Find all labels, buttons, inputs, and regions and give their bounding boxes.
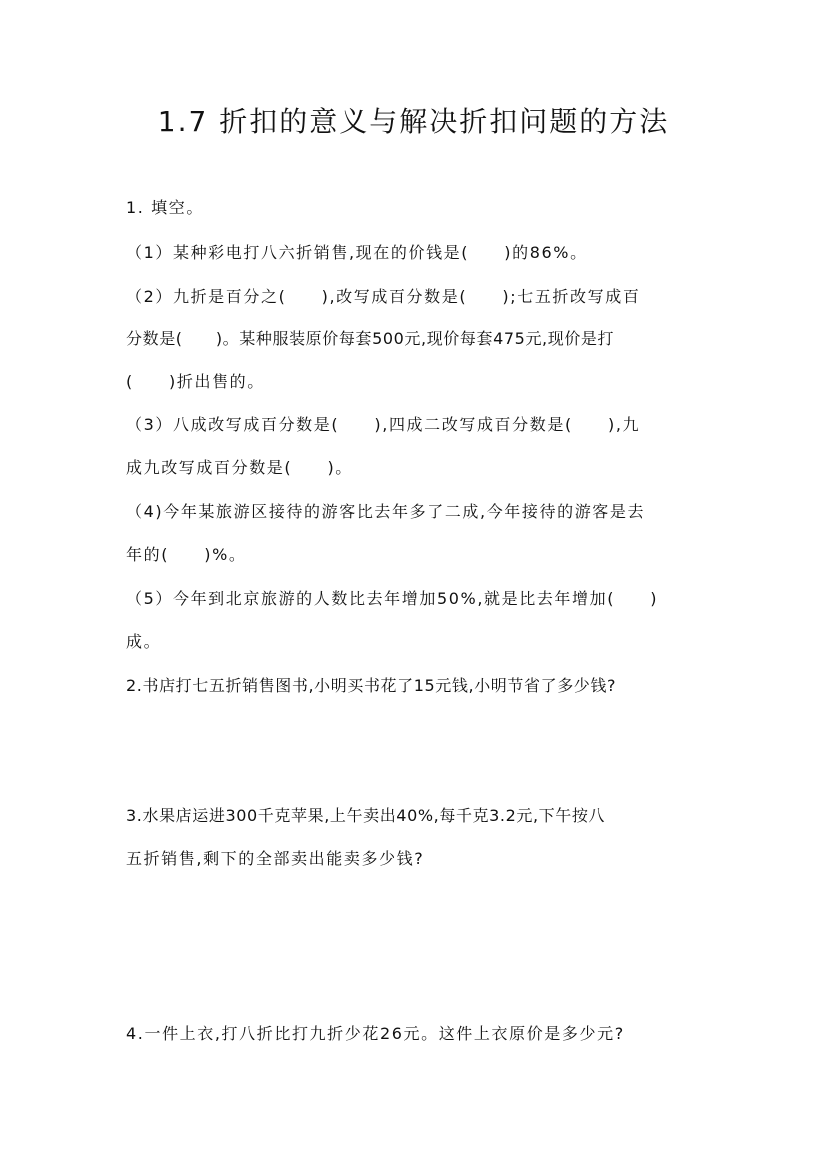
question3-line1: 3.水果店运进300千克苹果,上午卖出40%,每千克3.2元,下午按八 bbox=[126, 806, 606, 825]
item2-line1: （2）九折是百分之( ),改写成百分数是( );七五折改写成百 bbox=[126, 287, 641, 306]
item5-line2: 成。 bbox=[126, 632, 162, 651]
page-title: 1.7 折扣的意义与解决折扣问题的方法 bbox=[157, 105, 670, 138]
section1-heading: 1. 填空。 bbox=[126, 198, 204, 217]
item5-line1: （5）今年到北京旅游的人数比去年增加50%,就是比去年增加( ) bbox=[126, 589, 659, 608]
item4-line1: （4)今年某旅游区接待的游客比去年多了二成,今年接待的游客是去 bbox=[126, 502, 646, 521]
question3-line2: 五折销售,剩下的全部卖出能卖多少钱? bbox=[126, 849, 425, 868]
item2-line2: 分数是( )。某种服装原价每套500元,现价每套475元,现价是打 bbox=[126, 329, 615, 348]
item4-line2: 年的( )%。 bbox=[126, 545, 247, 564]
question4-text: 4.一件上衣,打八折比打九折少花26元。这件上衣原价是多少元? bbox=[126, 1024, 625, 1043]
item1-text: （1）某种彩电打八六折销售,现在的价钱是( )的86%。 bbox=[126, 243, 588, 262]
item2-line3: ( )折出售的。 bbox=[126, 372, 265, 391]
item3-line2: 成九改写成百分数是( )。 bbox=[126, 458, 353, 477]
item3-line1: （3）八成改写成百分数是( ),四成二改写成百分数是( ),九 bbox=[126, 415, 641, 434]
question2-text: 2.书店打七五折销售图书,小明买书花了15元钱,小明节省了多少钱? bbox=[126, 676, 617, 695]
